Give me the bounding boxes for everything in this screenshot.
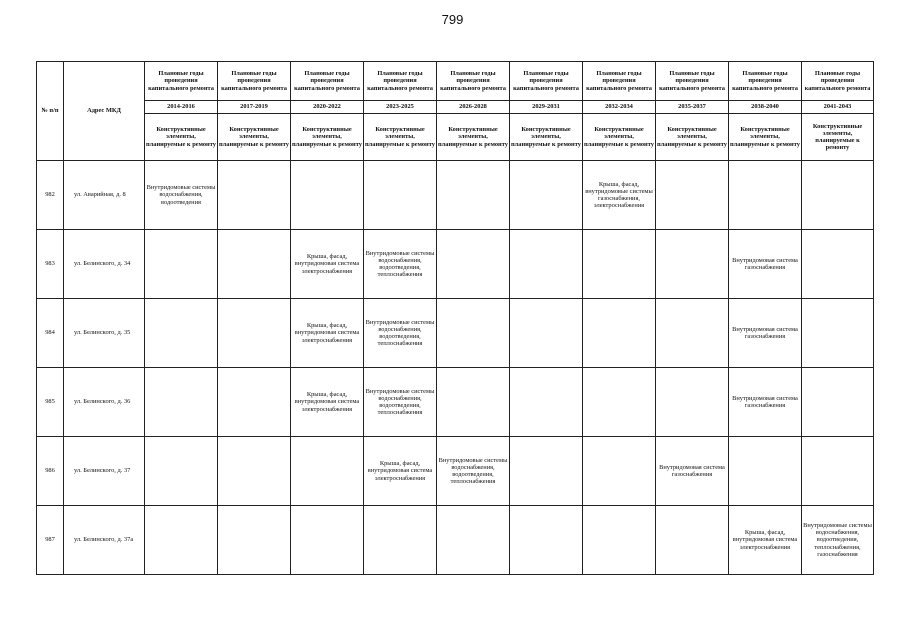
repair-elements-cell [802, 299, 874, 368]
plan-title-header: Плановые годы проведения капитального ремонта [145, 62, 218, 101]
repair-elements-cell [583, 506, 656, 575]
repair-elements-cell [802, 230, 874, 299]
repair-elements-cell [656, 299, 729, 368]
repair-elements-cell [656, 368, 729, 437]
repair-elements-cell: Внутридомовые системы водоснабжения, водоотведения, теплоснабжения [364, 299, 437, 368]
repair-elements-cell [656, 161, 729, 230]
repair-elements-cell [364, 161, 437, 230]
repair-elements-cell [510, 230, 583, 299]
plan-title-header: Плановые годы проведения капитального ремонта [656, 62, 729, 101]
period-header: 2035-2037 [656, 101, 729, 114]
table-row [37, 230, 874, 299]
repair-elements-cell [583, 437, 656, 506]
repair-elements-cell [802, 437, 874, 506]
repair-elements-cell [802, 368, 874, 437]
repair-elements-cell [145, 437, 218, 506]
table-row [37, 299, 874, 368]
repair-elements-cell [218, 299, 291, 368]
repair-elements-cell [729, 161, 802, 230]
element-header: Конструктивные элементы, планируемые к ремонту [656, 114, 729, 161]
element-header: Конструктивные элементы, планируемые к ремонту [437, 114, 510, 161]
period-header: 2029-2031 [510, 101, 583, 114]
repair-elements-cell [364, 506, 437, 575]
element-header: Конструктивные элементы, планируемые к ремонту [729, 114, 802, 161]
repair-elements-cell [218, 437, 291, 506]
repair-elements-cell [510, 299, 583, 368]
element-header: Конструктивные элементы, планируемые к ремонту [145, 114, 218, 161]
repair-elements-cell [656, 230, 729, 299]
plan-title-header: Плановые годы проведения капитального ремонта [364, 62, 437, 101]
repair-elements-cell: Внутридомовые системы водоснабжения, водоотведения [145, 161, 218, 230]
repair-elements-cell: Крыша, фасад, внутридомовые системы газоснабжения, электроснабжения [583, 161, 656, 230]
repair-elements-cell [729, 437, 802, 506]
repair-elements-cell [218, 368, 291, 437]
row-address: ул. Белинского, д. 34 [64, 230, 145, 299]
element-header: Конструктивные элементы, планируемые к ремонту [291, 114, 364, 161]
period-header: 2032-2034 [583, 101, 656, 114]
row-address: ул. Белинского, д. 36 [64, 368, 145, 437]
repair-elements-cell [218, 506, 291, 575]
repair-elements-cell [291, 161, 364, 230]
repair-elements-cell [802, 161, 874, 230]
period-header: 2020-2022 [291, 101, 364, 114]
row-number: 983 [37, 230, 64, 299]
repair-elements-cell [583, 368, 656, 437]
row-number: 984 [37, 299, 64, 368]
element-header: Конструктивные элементы, планируемые к ремонту [218, 114, 291, 161]
repair-elements-cell [510, 161, 583, 230]
capital-repair-plan-table [36, 61, 874, 575]
plan-title-header: Плановые годы проведения капитального ремонта [437, 62, 510, 101]
repair-elements-cell [437, 230, 510, 299]
header-row-elements [37, 114, 874, 161]
plan-title-header: Плановые годы проведения капитального ремонта [510, 62, 583, 101]
table-row [37, 368, 874, 437]
address-column-header: Адрес МКД [64, 62, 145, 161]
repair-elements-cell: Крыша, фасад, внутридомовая система электроснабжения [364, 437, 437, 506]
plan-title-header: Плановые годы проведения капитального ремонта [729, 62, 802, 101]
table-row [37, 437, 874, 506]
plan-title-header: Плановые годы проведения капитального ремонта [218, 62, 291, 101]
header-row-titles [37, 62, 874, 101]
period-header: 2026-2028 [437, 101, 510, 114]
row-number: 982 [37, 161, 64, 230]
num-column-header: № п/п [37, 62, 64, 161]
repair-elements-cell [437, 299, 510, 368]
repair-elements-cell: Крыша, фасад, внутридомовая система электроснабжения [291, 230, 364, 299]
table-row [37, 161, 874, 230]
repair-elements-cell: Внутридомовая система газоснабжения [729, 230, 802, 299]
repair-elements-cell: Внутридомовые системы водоснабжения, водоотведения, теплоснабжения [364, 368, 437, 437]
element-header: Конструктивные элементы, планируемые к ремонту [802, 114, 874, 161]
row-address: ул. Белинского, д. 35 [64, 299, 145, 368]
repair-elements-cell [145, 506, 218, 575]
repair-elements-cell: Крыша, фасад, внутридомовая система электроснабжения [291, 368, 364, 437]
plan-title-header: Плановые годы проведения капитального ремонта [291, 62, 364, 101]
page-number: 799 [441, 12, 464, 27]
repair-elements-cell [583, 230, 656, 299]
repair-elements-cell: Внутридомовые системы водоснабжения, водоотведения, теплоснабжения, газоснабжения [802, 506, 874, 575]
header-row-periods [37, 101, 874, 114]
repair-elements-cell [437, 368, 510, 437]
repair-elements-cell [145, 299, 218, 368]
repair-elements-cell: Внутридомовые системы водоснабжения, водоотведения, теплоснабжения [364, 230, 437, 299]
row-number: 987 [37, 506, 64, 575]
row-address: ул. Белинского, д. 37а [64, 506, 145, 575]
element-header: Конструктивные элементы, планируемые к ремонту [510, 114, 583, 161]
repair-elements-cell: Внутридомовая система газоснабжения [729, 368, 802, 437]
repair-elements-cell: Крыша, фасад, внутридомовая система электроснабжения [291, 299, 364, 368]
repair-elements-cell: Внутридомовая система газоснабжения [656, 437, 729, 506]
period-header: 2041-2043 [802, 101, 874, 114]
repair-elements-cell [437, 506, 510, 575]
row-address: ул. Аварийная, д. 8 [64, 161, 145, 230]
repair-elements-cell: Внутридомовая система газоснабжения [729, 299, 802, 368]
table-row [37, 506, 874, 575]
element-header: Конструктивные элементы, планируемые к ремонту [364, 114, 437, 161]
plan-title-header: Плановые годы проведения капитального ремонта [583, 62, 656, 101]
repair-elements-cell [218, 230, 291, 299]
repair-elements-cell [291, 506, 364, 575]
element-header: Конструктивные элементы, планируемые к ремонту [583, 114, 656, 161]
repair-elements-cell [218, 161, 291, 230]
repair-elements-cell [291, 437, 364, 506]
period-header: 2023-2025 [364, 101, 437, 114]
period-header: 2017-2019 [218, 101, 291, 114]
plan-title-header: Плановые годы проведения капитального ремонта [802, 62, 874, 101]
repair-elements-cell [437, 161, 510, 230]
row-address: ул. Белинского, д. 37 [64, 437, 145, 506]
repair-elements-cell: Внутридомовые системы водоснабжения, водоотведения, теплоснабжения [437, 437, 510, 506]
repair-elements-cell [656, 506, 729, 575]
row-number: 985 [37, 368, 64, 437]
repair-elements-cell: Крыша, фасад, внутридомовая система электроснабжения [729, 506, 802, 575]
repair-elements-cell [510, 437, 583, 506]
row-number: 986 [37, 437, 64, 506]
repair-elements-cell [145, 230, 218, 299]
repair-elements-cell [583, 299, 656, 368]
period-header: 2038-2040 [729, 101, 802, 114]
repair-elements-cell [145, 368, 218, 437]
repair-elements-cell [510, 506, 583, 575]
period-header: 2014-2016 [145, 101, 218, 114]
repair-elements-cell [510, 368, 583, 437]
